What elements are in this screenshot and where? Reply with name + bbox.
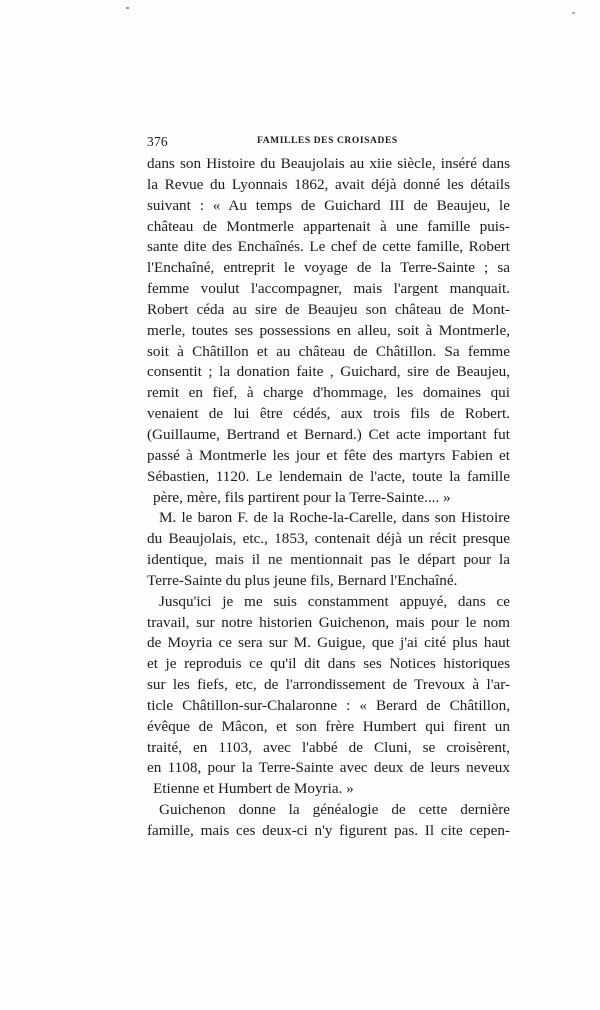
text-line: Etienne et Humbert de Moyria. »	[153, 780, 354, 798]
text-line: sur les fiefs, etc, de l'arrondissement de Trevoux à l'ar-	[147, 676, 510, 694]
text-line: sante dite des Enchaînés. Le chef de cette famille, Robert	[147, 238, 510, 256]
text-line: M. le baron F. de la Roche-la-Carelle, dans son Histoire	[159, 509, 510, 527]
text-line: château de Montmerle appartenait à une famille puis-	[147, 217, 510, 235]
text-line: traité, en 1103, avec l'abbé de Cluni, se croisèrent,	[147, 738, 510, 756]
text-line: suivant : « Au temps de Guichard III de Beaujeu, le	[147, 196, 510, 214]
text-line: en 1108, pour la Terre-Sainte avec deux de leurs neveux	[147, 759, 510, 777]
text-line: de Moyria ce sera sur M. Guigue, que j'ai cité plus haut	[147, 634, 510, 652]
text-line: du Beaujolais, etc., 1853, contenait déjà un récit presque	[147, 530, 510, 548]
text-line: venaient de lui être cédés, aux trois fils de Robert.	[147, 405, 510, 423]
text-line: Robert céda au sire de Beaujeu son château de Mont-	[147, 300, 510, 318]
text-line: ticle Châtillon-sur-Chalaronne : « Berard de Châtillon,	[147, 696, 510, 714]
text-line: l'Enchaîné, entreprit le voyage de la Terre-Sainte ; sa	[147, 259, 510, 277]
text-line: travail, sur notre historien Guichenon, mais pour le nom	[147, 613, 510, 631]
text-line: Guichenon donne la généalogie de cette dernière	[159, 801, 510, 819]
page-number: 376	[147, 134, 168, 149]
text-line: la Revue du Lyonnais 1862, avait déjà donné les détails	[147, 175, 510, 193]
text-line: Sébastien, 1120. Le lendemain de l'acte, toute la famille	[147, 467, 510, 485]
text-line: famille, mais ces deux-ci n'y figurent pas. Il cite cepen-	[147, 822, 510, 839]
text-line: soit à Châtillon et au château de Châtillon. Sa femme	[147, 342, 510, 360]
text-line: évêque de Mâcon, et son frère Humbert qui firent un	[147, 717, 510, 735]
text-line: Jusqu'ici je me suis constamment appuyé, dans ce	[159, 592, 510, 610]
text-line: consentit ; la donation faite , Guichard, sire de Beaujeu,	[147, 363, 510, 381]
body-text	[147, 154, 510, 842]
text-line: père, mère, fils partirent pour la Terre-Sainte.... »	[153, 488, 451, 506]
running-title: FAMILLES DES CROISADES	[257, 136, 398, 146]
text-line: remit en fief, à charge d'hommage, les domaines qui	[147, 384, 510, 402]
text-line: identique, mais il ne mentionnait pas le départ pour la	[147, 551, 510, 569]
text-line: dans son Histoire du Beaujolais au xiie siècle, inséré dans	[147, 155, 510, 172]
text-line: merle, toutes ses possessions en alleu, soit à Montmerle,	[147, 321, 510, 339]
scan-speck	[126, 7, 129, 9]
text-line: (Guillaume, Bertrand et Bernard.) Cet acte important fut	[147, 425, 510, 443]
text-line: et je reproduis ce qu'il dit dans ses Notices historiques	[147, 655, 510, 673]
text-line: Terre-Sainte du plus jeune fils, Bernard l'Enchaîné.	[147, 571, 458, 589]
text-line: passé à Montmerle les jour et fête des martyrs Fabien et	[147, 446, 510, 464]
page-header	[147, 134, 510, 150]
text-line: femme voulut l'accompagner, mais l'argent manquait.	[147, 280, 510, 298]
scan-speck	[572, 12, 575, 14]
